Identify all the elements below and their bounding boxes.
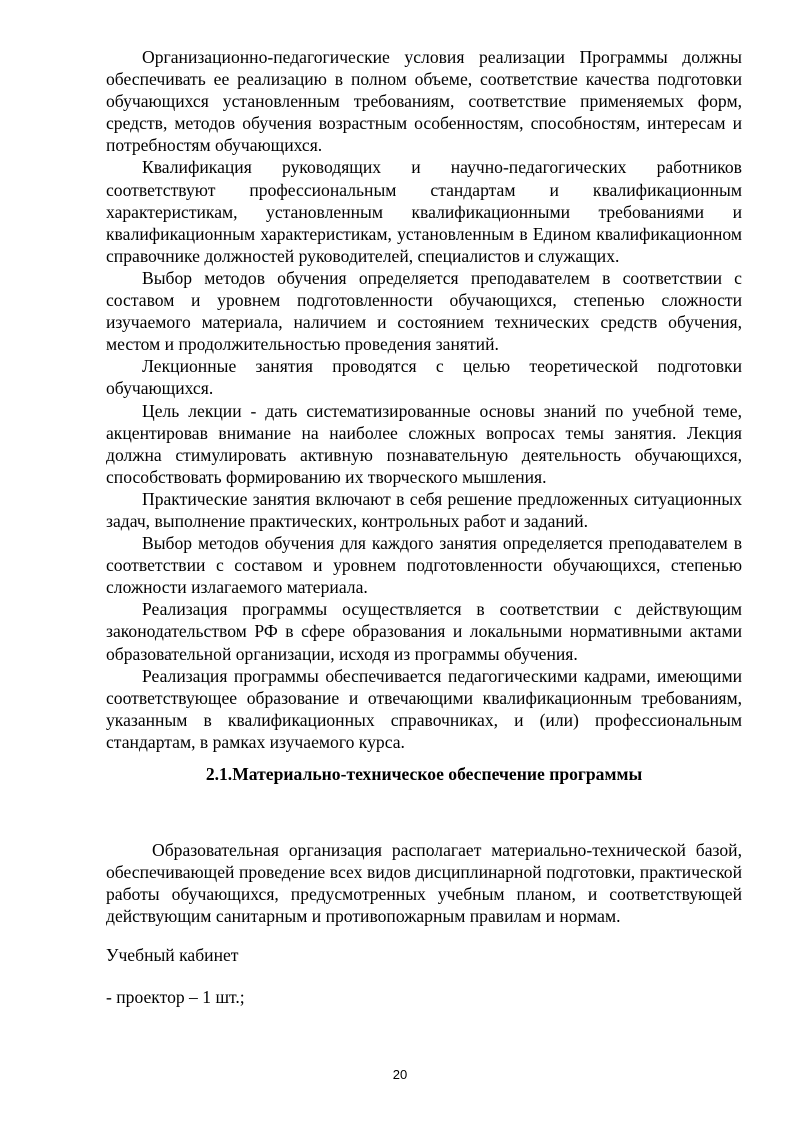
paragraph-conditions: Организационно-педагогические условия реализации Программы должны обеспечивать ее реализацию в полном объеме, соответствие качества подготовки обучающихся установленным требованиям, соответствие применяемых форм, средств, методов обучения возрастным особенностям, способностям, интересам и потребностям обучающихся. xyxy=(106,47,742,156)
document-page xyxy=(106,46,742,1008)
page-number: 20 xyxy=(392,1067,408,1082)
cabinet-title: Учебный кабинет xyxy=(106,945,239,966)
spacer xyxy=(106,927,742,944)
paragraph-methods-per-class: Выбор методов обучения для каждого занятия определяется преподавателем в соответствии с составом и уровнем подготовленности обучающихся, степенью сложности излагаемого материала. xyxy=(106,533,742,598)
spacer xyxy=(106,966,742,986)
paragraph-qualification: Квалификация руководящих и научно-педагогических работников соответствуют профессиональным стандартам и квалификационным характеристикам, установленным квалификационными требованиями и квалификационным характеристикам, установленным в Едином квалификационном справочнике должностей руководителей, специалистов и служащих. xyxy=(106,157,742,266)
spacer xyxy=(106,785,742,839)
paragraph-methods-choice: Выбор методов обучения определяется преподавателем в соответствии с составом и уровнем подготовленности обучающихся, степенью сложности изучаемого материала, наличием и состоянием технических средств обучения, местом и продолжительностью проведения занятий. xyxy=(106,267,742,355)
paragraph-lecture-goal: Цель лекции - дать систематизированные основы знаний по учебной теме, акцентировав внимание на наиболее сложных вопросах темы занятия. Лекция должна стимулировать активную познавательную деятельность обучающихся, способствовать формированию их творческого мышления. xyxy=(106,400,742,487)
paragraph-legislation: Реализация программы осуществляется в соответствии с действующим законодательством РФ в сфере образования и локальными нормативными актами образовательной организации, исходя из программы обучения. xyxy=(106,599,742,664)
equipment-item: - проектор – 1 шт.; xyxy=(106,987,245,1008)
paragraph-staffing: Реализация программы обеспечивается педагогическими кадрами, имеющими соответствующее образование и отвечающими квалификационным требованиям, указанным в квалификационных справочниках, и (или) профессиональным стандартам, в рамках изучаемого курса. xyxy=(106,665,742,752)
paragraph-lectures: Лекционные занятия проводятся с целью теоретической подготовки обучающихся. xyxy=(106,356,742,399)
section-heading: 2.1.Материально-техническое обеспечение программы xyxy=(205,764,643,784)
paragraph-material-base: Образовательная организация располагает материально-технической базой, обеспечивающей проведение всех видов дисциплинарной подготовки, практической работы обучающихся, предусмотренных учебным планом, и соответствующей действующим санитарным и противопожарным правилам и нормам. xyxy=(106,840,742,927)
paragraph-practical-classes: Практические занятия включают в себя решение предложенных ситуационных задач, выполнение практических, контрольных работ и заданий. xyxy=(106,488,742,531)
